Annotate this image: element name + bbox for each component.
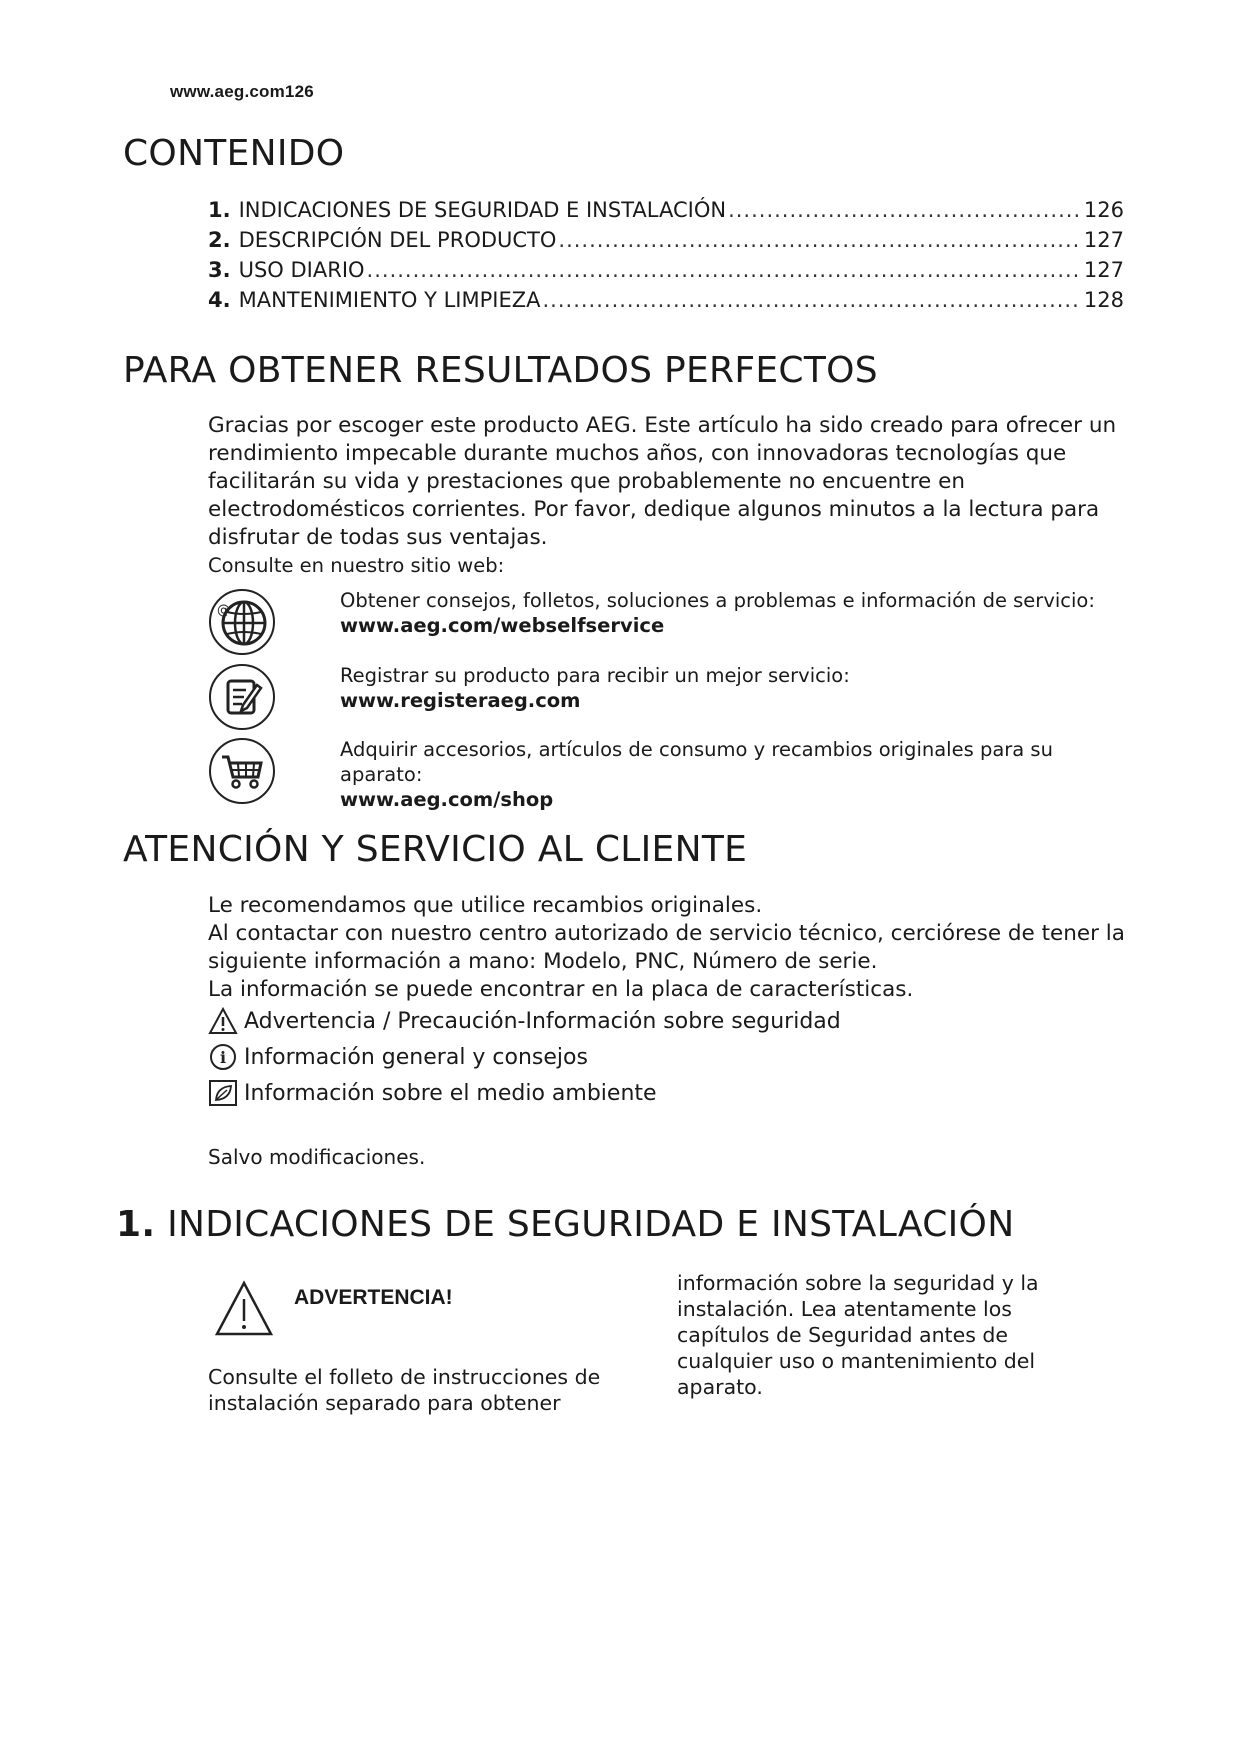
toc-leader xyxy=(728,198,1082,222)
intro-paragraph: Gracias por escoger este producto AEG. Este artículo ha sido creado para ofrecer un rendimiento impecable durante muchos años, con innovadoras tecnologías que facilitarán su vida y prestaciones que probablemente no encuentre en electrodomésticos corrientes. Por favor, dedique algunos minutos a la lectura para disfrutar de todas sus ventajas. xyxy=(208,413,1117,550)
section-title: INDICACIONES DE SEGURIDAD E INSTALACIÓN xyxy=(167,1204,1015,1245)
info-icon xyxy=(208,1042,238,1072)
toc-leader xyxy=(558,228,1082,252)
link-description: Adquirir accesorios, artículos de consumo y recambios originales para su aparato: xyxy=(340,738,1053,786)
legend-info xyxy=(208,1042,588,1072)
safety-text-right: información sobre la seguridad y la instalación. Lea atentamente los capítulos de Seguridad antes de cualquier uso o mantenimiento del aparato. xyxy=(677,1271,1039,1399)
section-number: 1. xyxy=(116,1204,156,1245)
link-description: Obtener consejos, folletos, soluciones a problemas e información de servicio: xyxy=(340,589,1095,612)
heading-resultados-perfectos: PARA OBTENER RESULTADOS PERFECTOS xyxy=(123,350,878,391)
cart-icon xyxy=(208,737,276,805)
header-url: www.aeg.com126 xyxy=(170,82,314,101)
svg-text:@: @ xyxy=(217,603,230,618)
toc-page: 127 xyxy=(1083,258,1124,282)
toc-number: 1. xyxy=(208,198,231,222)
toc-page: 126 xyxy=(1083,198,1124,222)
toc-number: 2. xyxy=(208,228,231,252)
toc-title: USO DIARIO xyxy=(238,258,365,282)
toc-number: 4. xyxy=(208,288,231,312)
toc-number: 3. xyxy=(208,258,231,282)
toc-title: MANTENIMIENTO Y LIMPIEZA xyxy=(238,288,541,312)
toc-page: 127 xyxy=(1083,228,1124,252)
toc-row[interactable] xyxy=(208,228,1124,258)
consulte-text: Consulte en nuestro sitio web: xyxy=(208,554,505,577)
toc-leader xyxy=(543,288,1082,312)
warning-icon xyxy=(208,1006,238,1036)
toc-row[interactable] xyxy=(208,198,1124,228)
heading-atencion-cliente: ATENCIÓN Y SERVICIO AL CLIENTE xyxy=(123,829,748,870)
table-of-contents xyxy=(208,198,1124,318)
shop-link[interactable]: www.aeg.com/shop xyxy=(340,788,554,811)
warning-triangle-icon xyxy=(214,1280,274,1342)
toc-title: DESCRIPCIÓN DEL PRODUCTO xyxy=(238,228,557,252)
svg-text:i: i xyxy=(219,1048,227,1067)
legend-label: Advertencia / Precaución-Información sobre seguridad xyxy=(244,1008,841,1034)
registeraeg-link[interactable]: www.registeraeg.com xyxy=(340,689,581,712)
legend-warning xyxy=(208,1006,841,1036)
heading-indicaciones-seguridad xyxy=(116,1204,1014,1245)
toc-page: 128 xyxy=(1083,288,1124,312)
legend-label: Información general y consejos xyxy=(244,1044,588,1070)
globe-icon xyxy=(208,588,276,656)
toc-leader xyxy=(367,258,1082,282)
salvo-modificaciones: Salvo modificaciones. xyxy=(208,1145,426,1169)
heading-contenido: CONTENIDO xyxy=(123,133,345,174)
webselfservice-link[interactable]: www.aeg.com/webselfservice xyxy=(340,614,665,637)
environment-icon xyxy=(208,1078,238,1108)
legend-environment xyxy=(208,1078,657,1108)
toc-title: INDICACIONES DE SEGURIDAD E INSTALACIÓN xyxy=(238,198,727,222)
toc-row[interactable] xyxy=(208,258,1124,288)
warning-title: ADVERTENCIA! xyxy=(294,1286,453,1309)
register-icon xyxy=(208,663,276,731)
safety-text-left: Consulte el folleto de instrucciones de instalación separado para obtener xyxy=(208,1365,601,1415)
atencion-paragraph: Le recomendamos que utilice recambios originales. Al contactar con nuestro centro autorizado de servicio técnico, cerciórese de tener la siguiente información a mano: Modelo, PNC, Número de serie. La información se puede encontrar en la placa de características. xyxy=(208,893,1125,1002)
legend-label: Información sobre el medio ambiente xyxy=(244,1080,657,1106)
link-description: Registrar su producto para recibir un mejor servicio: xyxy=(340,664,850,687)
toc-row[interactable] xyxy=(208,288,1124,318)
